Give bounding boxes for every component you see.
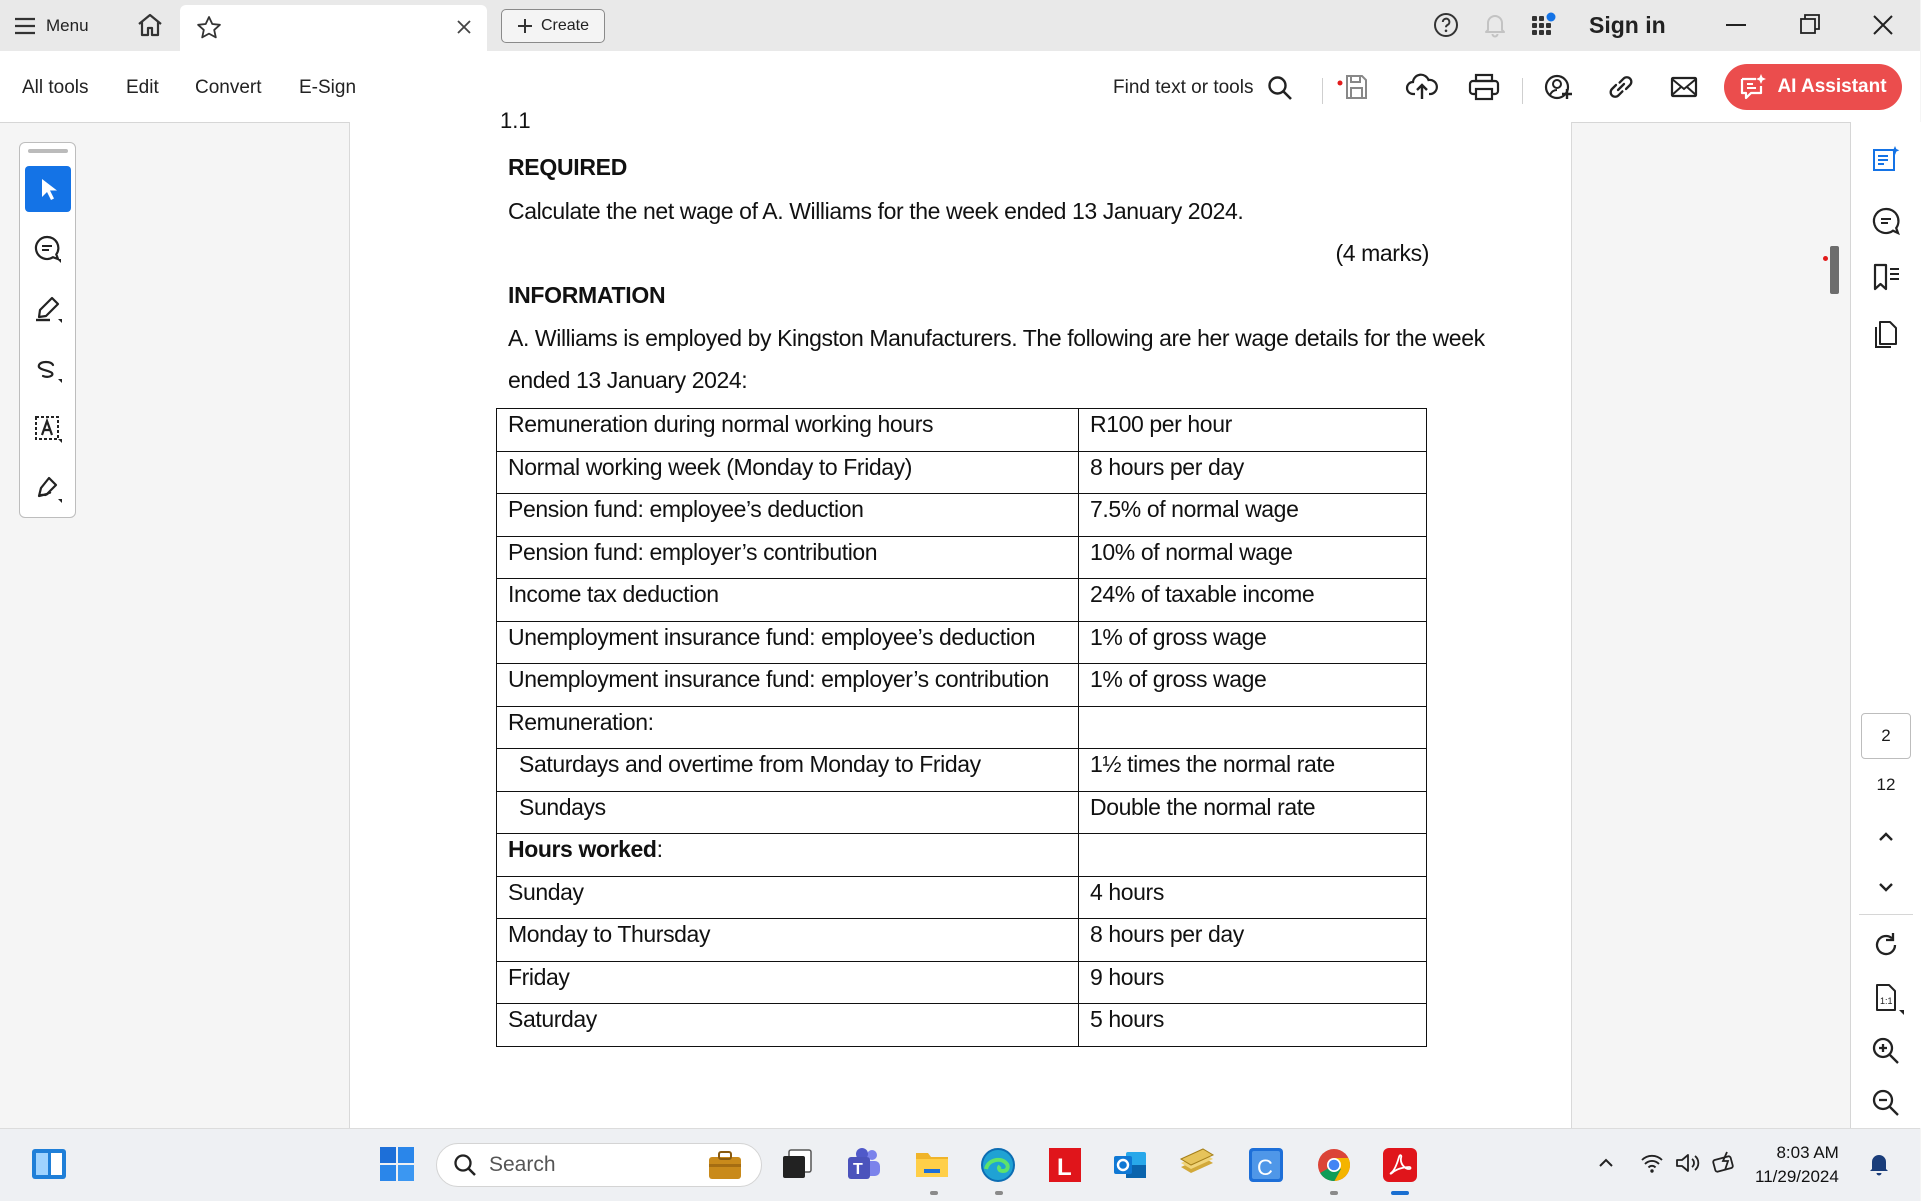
draw-tool-button[interactable] bbox=[25, 346, 71, 392]
select-tool-button[interactable] bbox=[25, 166, 71, 212]
taskbar-search[interactable] bbox=[436, 1143, 762, 1187]
briefcase-icon bbox=[707, 1149, 743, 1181]
row-label: Unemployment insurance fund: employer’s contribution bbox=[497, 664, 1079, 707]
menu-label: Menu bbox=[46, 16, 89, 35]
row-value: 1½ times the normal rate bbox=[1079, 749, 1427, 792]
share-user-icon[interactable] bbox=[1543, 73, 1575, 101]
widgets-icon[interactable] bbox=[30, 1146, 68, 1182]
star-icon[interactable] bbox=[196, 15, 222, 41]
highlighter-pen-icon bbox=[33, 294, 63, 324]
create-button[interactable] bbox=[501, 9, 605, 43]
svg-text:T: T bbox=[853, 1161, 863, 1178]
comment-icon bbox=[33, 234, 63, 264]
task-view-icon[interactable] bbox=[780, 1147, 814, 1181]
chevron-down-icon[interactable] bbox=[1876, 877, 1896, 897]
row-label: Saturdays and overtime from Monday to Friday bbox=[497, 749, 1079, 792]
windows-taskbar bbox=[0, 1128, 1920, 1201]
hours-worked-label: Hours worked bbox=[508, 836, 657, 862]
row-label: Saturday bbox=[497, 1004, 1079, 1047]
wifi-icon[interactable] bbox=[1640, 1151, 1664, 1175]
row-label: Friday bbox=[497, 961, 1079, 1004]
row-label: Normal working week (Monday to Friday) bbox=[497, 451, 1079, 494]
row-value: 4 hours bbox=[1079, 876, 1427, 919]
outlook-icon[interactable] bbox=[1112, 1147, 1148, 1183]
row-label: Pension fund: employer’s contribution bbox=[497, 536, 1079, 579]
text-tool-button[interactable] bbox=[25, 406, 71, 452]
row-value bbox=[1079, 834, 1427, 877]
notification-bell-icon[interactable] bbox=[1482, 12, 1508, 38]
toolbar-divider bbox=[1522, 78, 1523, 104]
row-value: 1% of gross wage bbox=[1079, 664, 1427, 707]
close-window-icon[interactable] bbox=[1872, 12, 1894, 38]
volume-icon[interactable] bbox=[1674, 1151, 1702, 1175]
table-row bbox=[497, 919, 1427, 962]
row-label: Income tax deduction bbox=[497, 579, 1079, 622]
link-icon[interactable] bbox=[1606, 73, 1636, 101]
row-value: 7.5% of normal wage bbox=[1079, 494, 1427, 537]
text-box-icon bbox=[33, 414, 63, 444]
actual-size-icon[interactable] bbox=[1871, 982, 1905, 1016]
svg-text:1:1: 1:1 bbox=[1880, 996, 1893, 1006]
right-tool-rail bbox=[1850, 122, 1921, 1128]
email-icon[interactable] bbox=[1669, 73, 1699, 101]
edit-pdf-icon[interactable] bbox=[1871, 144, 1901, 174]
chrome-icon[interactable] bbox=[1316, 1147, 1352, 1183]
quick-tools-panel bbox=[19, 142, 76, 518]
ai-assistant-button[interactable] bbox=[1724, 64, 1902, 110]
row-value: 9 hours bbox=[1079, 961, 1427, 1004]
teams-icon[interactable] bbox=[846, 1147, 882, 1181]
information-heading: INFORMATION bbox=[508, 282, 666, 308]
ai-assistant-label: AI Assistant bbox=[1777, 76, 1887, 97]
table-row bbox=[497, 749, 1427, 792]
sign-tool-button[interactable] bbox=[25, 466, 71, 512]
table-row bbox=[497, 961, 1427, 1004]
search-icon bbox=[1267, 75, 1293, 101]
comment-tool-button[interactable] bbox=[25, 226, 71, 272]
row-value: 8 hours per day bbox=[1079, 451, 1427, 494]
menu-edit[interactable]: Edit bbox=[126, 77, 159, 98]
menu-e-sign[interactable]: E-Sign bbox=[299, 77, 357, 98]
close-tab-icon[interactable] bbox=[455, 18, 473, 36]
section-number-fragment: 1.1 bbox=[500, 108, 531, 133]
clock-date: 11/29/2024 bbox=[1755, 1167, 1839, 1186]
drag-handle[interactable] bbox=[28, 149, 68, 153]
running-indicator bbox=[1330, 1191, 1338, 1195]
table-row bbox=[497, 451, 1427, 494]
row-label: Remuneration: bbox=[497, 706, 1079, 749]
zoom-in-icon[interactable] bbox=[1871, 1036, 1901, 1066]
row-value: Double the normal rate bbox=[1079, 791, 1427, 834]
required-text: Calculate the net wage of A. Williams for the week ended 13 January 2024. bbox=[508, 198, 1244, 224]
row-label: Pension fund: employee’s deduction bbox=[497, 494, 1079, 537]
running-indicator bbox=[995, 1191, 1003, 1195]
table-row bbox=[497, 791, 1427, 834]
ai-assistant-icon bbox=[1739, 73, 1767, 101]
document-page bbox=[349, 108, 1572, 1128]
apps-grid-icon[interactable] bbox=[1530, 12, 1558, 38]
highlight-tool-button[interactable] bbox=[25, 286, 71, 332]
marks-label: (4 marks) bbox=[1335, 240, 1429, 266]
table-row bbox=[497, 664, 1427, 707]
current-page-input[interactable]: 2 bbox=[1861, 713, 1911, 759]
search-placeholder: Search bbox=[489, 1153, 556, 1176]
acrobat-icon[interactable] bbox=[1382, 1147, 1418, 1183]
row-value: R100 per hour bbox=[1079, 409, 1427, 452]
hamburger-icon bbox=[14, 17, 36, 35]
table-row bbox=[497, 579, 1427, 622]
restore-icon[interactable] bbox=[1799, 12, 1821, 38]
menu-convert[interactable]: Convert bbox=[195, 77, 262, 98]
wage-details-table bbox=[496, 408, 1427, 1047]
row-value: 5 hours bbox=[1079, 1004, 1427, 1047]
upload-cloud-icon[interactable] bbox=[1406, 73, 1438, 101]
row-value: 24% of taxable income bbox=[1079, 579, 1427, 622]
edge-browser-icon[interactable] bbox=[980, 1147, 1016, 1183]
l-app-icon[interactable] bbox=[1048, 1147, 1082, 1183]
hours-worked-colon: : bbox=[656, 836, 663, 862]
page-thumbnails-icon[interactable] bbox=[1871, 319, 1901, 349]
home-icon[interactable] bbox=[136, 12, 164, 38]
row-label: Monday to Thursday bbox=[497, 919, 1079, 962]
table-row bbox=[497, 494, 1427, 537]
document-tab[interactable] bbox=[180, 5, 487, 51]
row-value bbox=[1079, 706, 1427, 749]
show-hidden-icons-chevron[interactable] bbox=[1596, 1153, 1616, 1173]
system-clock[interactable] bbox=[1755, 1141, 1839, 1189]
create-label: Create bbox=[540, 17, 590, 34]
notification-bell-icon[interactable] bbox=[1867, 1151, 1891, 1177]
row-label: Unemployment insurance fund: employee’s deduction bbox=[497, 621, 1079, 664]
zoom-out-icon[interactable] bbox=[1871, 1088, 1901, 1118]
table-row bbox=[497, 409, 1427, 452]
total-pages: 12 bbox=[1876, 775, 1896, 794]
table-row bbox=[497, 621, 1427, 664]
bookmarks-icon[interactable] bbox=[1871, 262, 1901, 292]
chevron-up-icon[interactable] bbox=[1876, 827, 1896, 847]
row-label-hours-worked bbox=[497, 834, 1079, 877]
table-row bbox=[497, 1004, 1427, 1047]
svg-text:L: L bbox=[1057, 1154, 1072, 1181]
comments-panel-icon[interactable] bbox=[1871, 206, 1901, 236]
menu-button[interactable] bbox=[14, 12, 89, 40]
table-row bbox=[497, 536, 1427, 579]
cursor-icon bbox=[35, 176, 61, 202]
money-app-icon[interactable] bbox=[1178, 1147, 1216, 1181]
rotate-icon[interactable] bbox=[1871, 930, 1901, 960]
table-row bbox=[497, 706, 1427, 749]
intro-line-2: ended 13 January 2024: bbox=[508, 367, 748, 393]
intro-line-1: A. Williams is employed by Kingston Manufacturers. The following are her wage details for the week bbox=[508, 325, 1485, 351]
main-toolbar bbox=[0, 51, 1920, 123]
table-row bbox=[497, 834, 1427, 877]
svg-text:C: C bbox=[1257, 1155, 1273, 1180]
freehand-draw-icon bbox=[33, 354, 63, 384]
active-app-indicator bbox=[1391, 1191, 1409, 1195]
row-label: Sunday bbox=[497, 876, 1079, 919]
rail-divider bbox=[1859, 914, 1913, 915]
row-label: Remuneration during normal working hours bbox=[497, 409, 1079, 452]
row-label: Sundays bbox=[497, 791, 1079, 834]
table-row bbox=[497, 876, 1427, 919]
vertical-scrollbar[interactable] bbox=[1830, 246, 1839, 294]
plus-icon bbox=[517, 18, 533, 34]
sign-in-button[interactable]: Sign in bbox=[1589, 12, 1666, 38]
file-explorer-icon[interactable] bbox=[914, 1147, 950, 1181]
menu-all-tools[interactable]: All tools bbox=[22, 77, 89, 98]
save-icon[interactable] bbox=[1336, 73, 1372, 101]
minimize-icon[interactable] bbox=[1725, 12, 1747, 38]
find-text-or-tools[interactable] bbox=[1113, 75, 1293, 101]
windows-start-icon[interactable] bbox=[379, 1146, 415, 1182]
row-value: 1% of gross wage bbox=[1079, 621, 1427, 664]
scroll-marker bbox=[1823, 256, 1828, 261]
title-bar bbox=[0, 0, 1920, 51]
toolbar-divider bbox=[1322, 78, 1323, 104]
help-icon[interactable] bbox=[1433, 12, 1459, 38]
running-indicator bbox=[930, 1191, 938, 1195]
row-value: 8 hours per day bbox=[1079, 919, 1427, 962]
clock-time: 8:03 AM bbox=[1776, 1143, 1839, 1162]
required-heading: REQUIRED bbox=[508, 154, 628, 180]
signature-pen-icon bbox=[33, 474, 63, 504]
c-app-icon[interactable] bbox=[1248, 1147, 1284, 1183]
battery-charging-icon[interactable] bbox=[1712, 1150, 1740, 1176]
find-label: Find text or tools bbox=[1113, 77, 1254, 98]
print-icon[interactable] bbox=[1468, 73, 1500, 101]
search-icon bbox=[453, 1153, 477, 1177]
row-value: 10% of normal wage bbox=[1079, 536, 1427, 579]
